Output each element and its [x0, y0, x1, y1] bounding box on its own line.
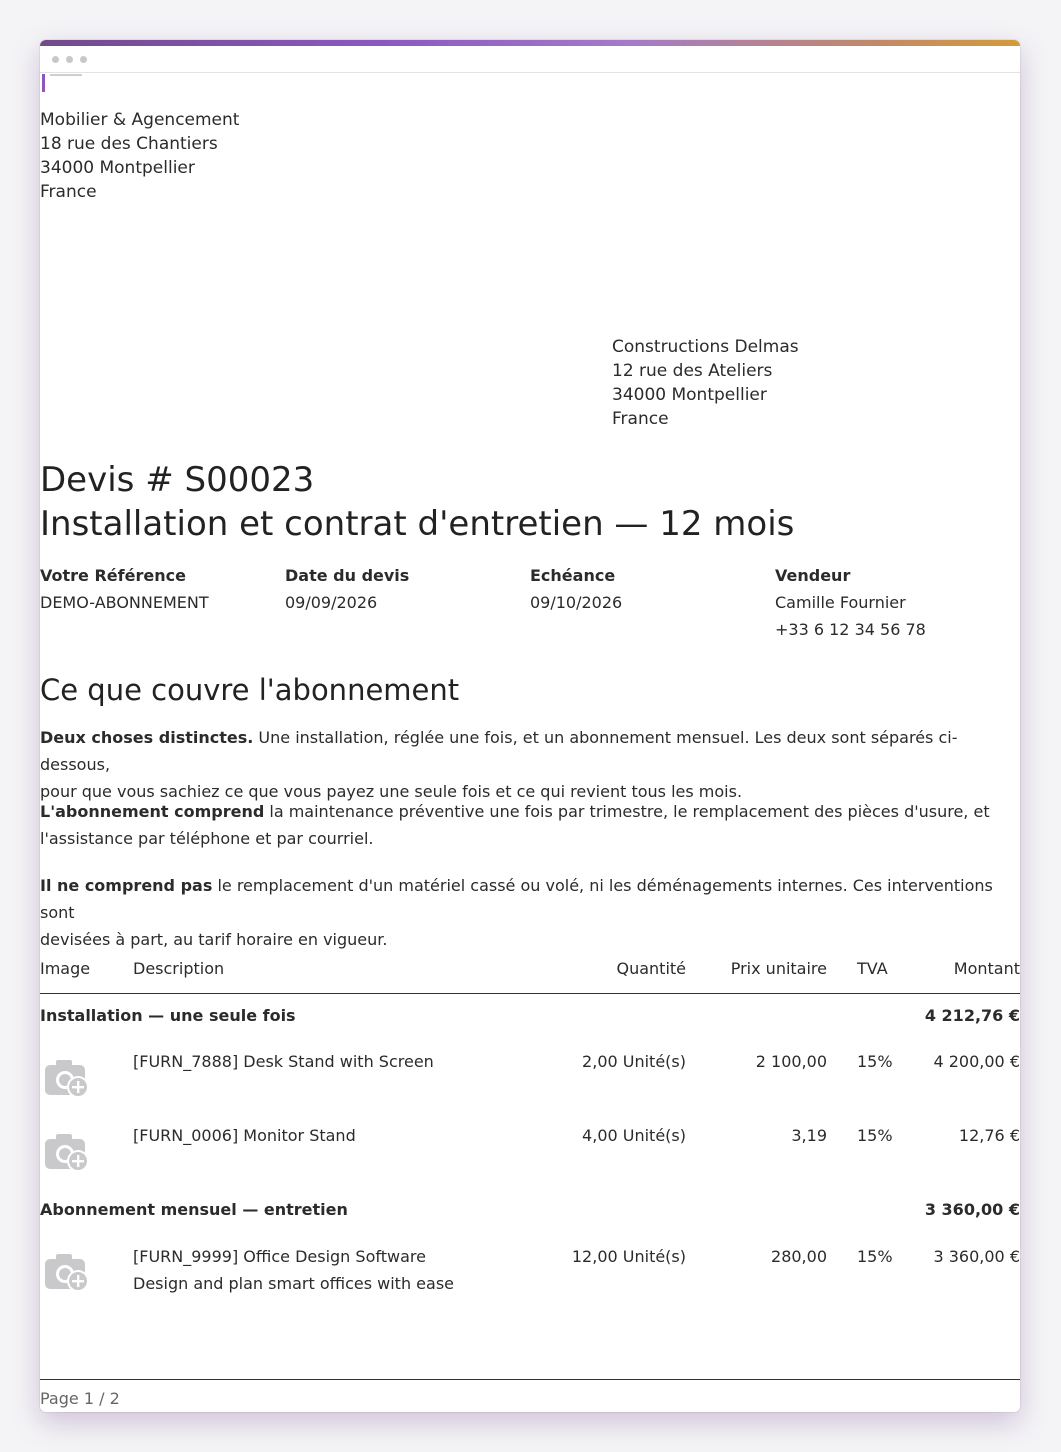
camera-plus-icon[interactable] [43, 1131, 91, 1173]
line-amount: 12,76 € [958, 1126, 1020, 1145]
seller-name: Camille Fournier [775, 593, 906, 612]
coverage-paragraph-3 [40, 872, 1020, 953]
line-quantity: 2,00 Unité(s) [582, 1052, 686, 1071]
info-seller [775, 562, 926, 643]
line-tax: 15% [857, 1247, 893, 1266]
column-header-unit-price: Prix unitaire [730, 959, 827, 978]
document-title: Devis # S00023 [40, 460, 315, 500]
line-description: [FURN_0006] Monitor Stand [133, 1126, 356, 1145]
date-value: 09/09/2026 [285, 593, 378, 612]
camera-plus-icon[interactable] [43, 1057, 91, 1099]
line-quantity: 12,00 Unité(s) [571, 1247, 686, 1266]
line-quantity: 4,00 Unité(s) [582, 1126, 686, 1145]
reference-label: Votre Référence [40, 566, 186, 585]
coverage-heading: Ce que couvre l'abonnement [40, 673, 460, 707]
due-value: 09/10/2026 [530, 593, 623, 612]
p1-line1: Une installation, réglée une fois, et un abonnement mensuel. Les deux sont séparés ci-dessous, [40, 728, 958, 774]
window-dot-icon[interactable] [52, 56, 59, 63]
document-subtitle: Installation et contrat d'entretien — 12 mois [40, 504, 795, 544]
section-name: Installation — une seule fois [40, 1006, 296, 1025]
quote-document [40, 40, 1020, 1412]
column-header-tax: TVA [857, 959, 888, 978]
window-chrome [40, 46, 1020, 73]
sender-street: 18 rue des Chantiers [40, 134, 218, 154]
page-number: Page 1 / 2 [40, 1389, 120, 1408]
p1-line2: pour que vous sachiez ce que vous payez une seule fois et ce qui revient tous les mois. [40, 782, 743, 801]
line-unit-price: 2 100,00 [755, 1052, 827, 1071]
info-due-date [530, 562, 622, 616]
line-unit-price: 3,19 [791, 1126, 827, 1145]
p2-line1: la maintenance préventive une fois par trimestre, le remplacement des pièces d'usure, et [264, 802, 990, 821]
p3-line2: devisées à part, au tarif horaire en vigueur. [40, 930, 388, 949]
line-tax: 15% [857, 1052, 893, 1071]
section-name: Abonnement mensuel — entretien [40, 1200, 348, 1219]
line-amount: 4 200,00 € [933, 1052, 1020, 1071]
coverage-paragraph-1 [40, 724, 1020, 805]
p2-line2: l'assistance par téléphone et par courriel. [40, 829, 374, 848]
recipient-country: France [612, 409, 669, 429]
column-header-amount: Montant [953, 959, 1020, 978]
section-subtotal: 3 360,00 € [924, 1200, 1020, 1219]
recipient-address [612, 335, 799, 431]
camera-plus-icon[interactable] [43, 1251, 91, 1293]
recipient-street: 12 rue des Ateliers [612, 361, 773, 381]
line-tax: 15% [857, 1126, 893, 1145]
company-logo-tagline [50, 74, 82, 76]
window-dot-icon[interactable] [80, 56, 87, 63]
p2-bold: L'abonnement comprend [40, 802, 265, 821]
section-subtotal: 4 212,76 € [924, 1006, 1020, 1025]
recipient-city: 34000 Montpellier [612, 385, 767, 405]
column-header-quantity: Quantité [616, 959, 686, 978]
sender-address [40, 108, 239, 204]
seller-label: Vendeur [775, 566, 851, 585]
line-description: [FURN_7888] Desk Stand with Screen [133, 1052, 434, 1071]
column-header-description: Description [133, 959, 225, 978]
table-header-divider [40, 993, 1020, 994]
p1-bold: Deux choses distinctes. [40, 728, 254, 747]
footer-divider [40, 1379, 1020, 1380]
seller-phone: +33 6 12 34 56 78 [775, 620, 926, 639]
due-label: Echéance [530, 566, 616, 585]
column-header-image: Image [40, 959, 91, 978]
info-date [285, 562, 409, 616]
sender-country: France [40, 182, 97, 202]
line-description-detail: Design and plan smart offices with ease [133, 1274, 454, 1293]
reference-value: DEMO-ABONNEMENT [40, 593, 209, 612]
sender-city: 34000 Montpellier [40, 158, 195, 178]
sender-company: Mobilier & Agencement [40, 110, 240, 130]
coverage-paragraph-2 [40, 798, 1020, 852]
info-reference [40, 562, 209, 616]
line-description: [FURN_9999] Office Design Software [133, 1247, 426, 1266]
date-label: Date du devis [285, 566, 410, 585]
line-unit-price: 280,00 [771, 1247, 827, 1266]
company-logo [42, 74, 45, 92]
line-amount: 3 360,00 € [933, 1247, 1020, 1266]
p3-line1: le remplacement d'un matériel cassé ou volé, ni les déménagements internes. Ces interventions sont [40, 876, 993, 922]
window-dot-icon[interactable] [66, 56, 73, 63]
recipient-company: Constructions Delmas [612, 337, 799, 357]
p3-bold: Il ne comprend pas [40, 876, 213, 895]
